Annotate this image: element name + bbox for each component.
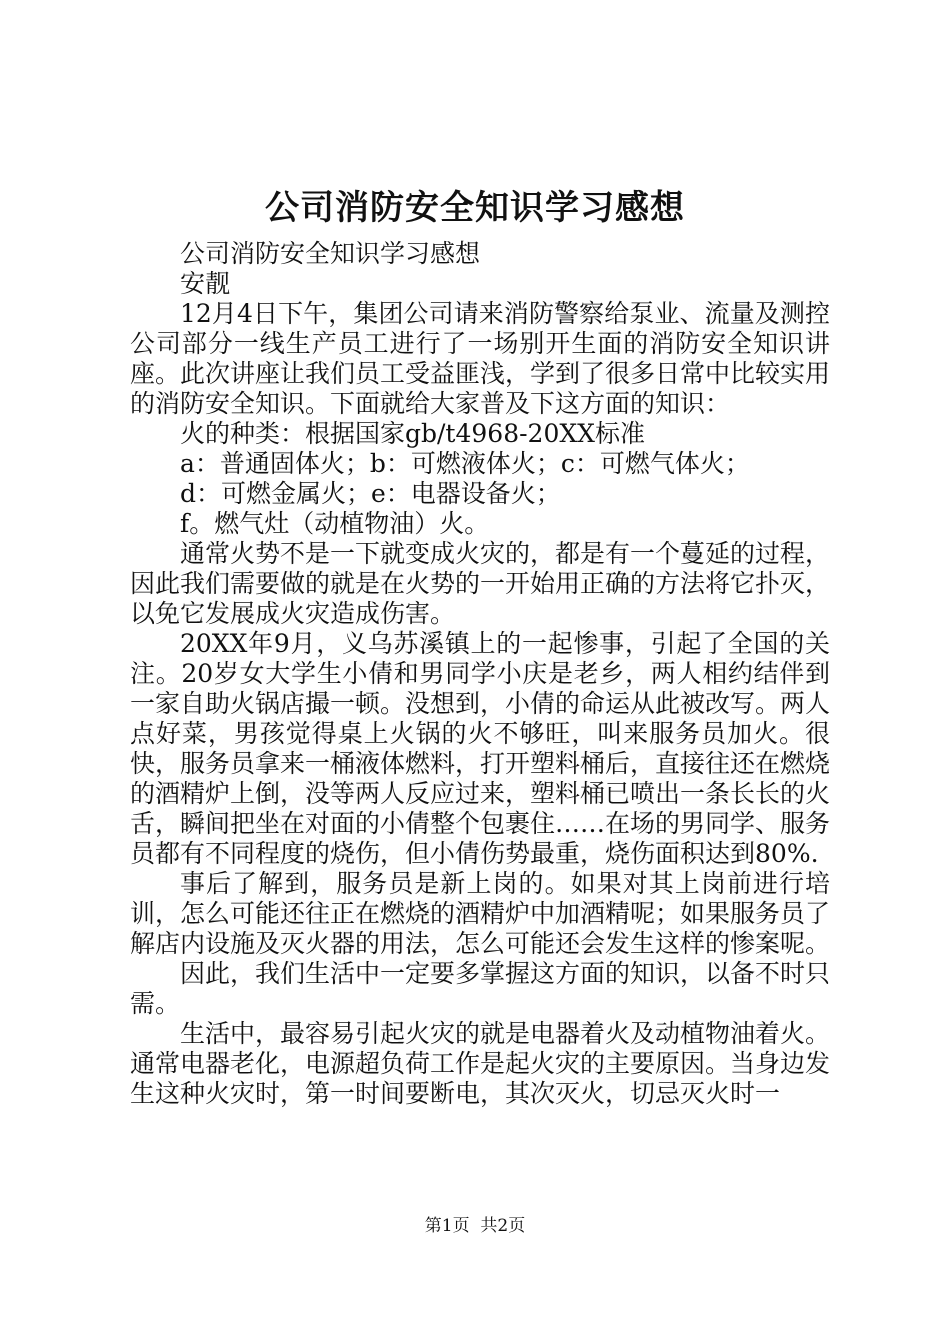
paragraph: 通常火势不是一下就变成火灾的，都是有一个蔓延的过程，因此我们需要做的就是在火势的一开始用正确的方法将它扑灭，以免它发展成火灾造成伤害。 — [130, 539, 831, 628]
paragraph: f。燃气灶（动植物油）火。 — [180, 509, 490, 538]
paragraph: 12月4日下午，集团公司请来消防警察给泵业、流量及测控公司部分一线生产员工进行了一场别开生面的消防安全知识讲座。此次讲座让我们员工受益匪浅，学到了很多日常中比较实用的消防安全知识。下面就给大家普及下这方面的知识： — [130, 299, 831, 418]
paragraph-author: 安靓 — [180, 269, 231, 298]
paragraph: 因此，我们生活中一定要多掌握这方面的知识，以备不时只需。 — [130, 959, 831, 1018]
document-body — [130, 239, 830, 1109]
paragraph: 火的种类：根据国家gb/t4968-20XX标准 — [180, 419, 645, 448]
paragraph: 20XX年9月，义乌苏溪镇上的一起惨事，引起了全国的关注。20岁女大学生小倩和男同学小庆是老乡，两人相约结伴到一家自助火锅店撮一顿。没想到，小倩的命运从此被改写。两人点好菜，男孩觉得桌上火锅的火不够旺，叫来服务员加火。很快，服务员拿来一桶液体燃料，打开塑料桶后，直接往还在燃烧的酒精炉上倒，没等两人反应过来，塑料桶已喷出一条长长的火舌，瞬间把坐在对面的小倩整个包裹住……在场的男同学、服务员都有不同程度的烧伤，但小倩伤势最重，烧伤面积达到80%. — [130, 629, 831, 868]
paragraph: 生活中，最容易引起火灾的就是电器着火及动植物油着火。通常电器老化，电源超负荷工作是起火灾的主要原因。当身边发生这种火灾时，第一时间要断电，其次灭火，切忌灭火时一 — [130, 1019, 831, 1108]
paragraph-subtitle: 公司消防安全知识学习感想 — [180, 239, 481, 268]
page-title: 公司消防安全知识学习感想 — [265, 188, 685, 228]
paragraph: a：普通固体火；b：可燃液体火；c：可燃气体火； — [180, 449, 750, 478]
paragraph: 事后了解到，服务员是新上岗的。如果对其上岗前进行培训，怎么可能还往正在燃烧的酒精炉中加酒精呢；如果服务员了解店内设施及灭火器的用法，怎么可能还会发生这样的惨案呢。 — [130, 869, 831, 958]
page-number-footer: 第1页 共2页 — [424, 1216, 526, 1236]
paragraph: d：可燃金属火；e：电器设备火； — [180, 479, 561, 508]
